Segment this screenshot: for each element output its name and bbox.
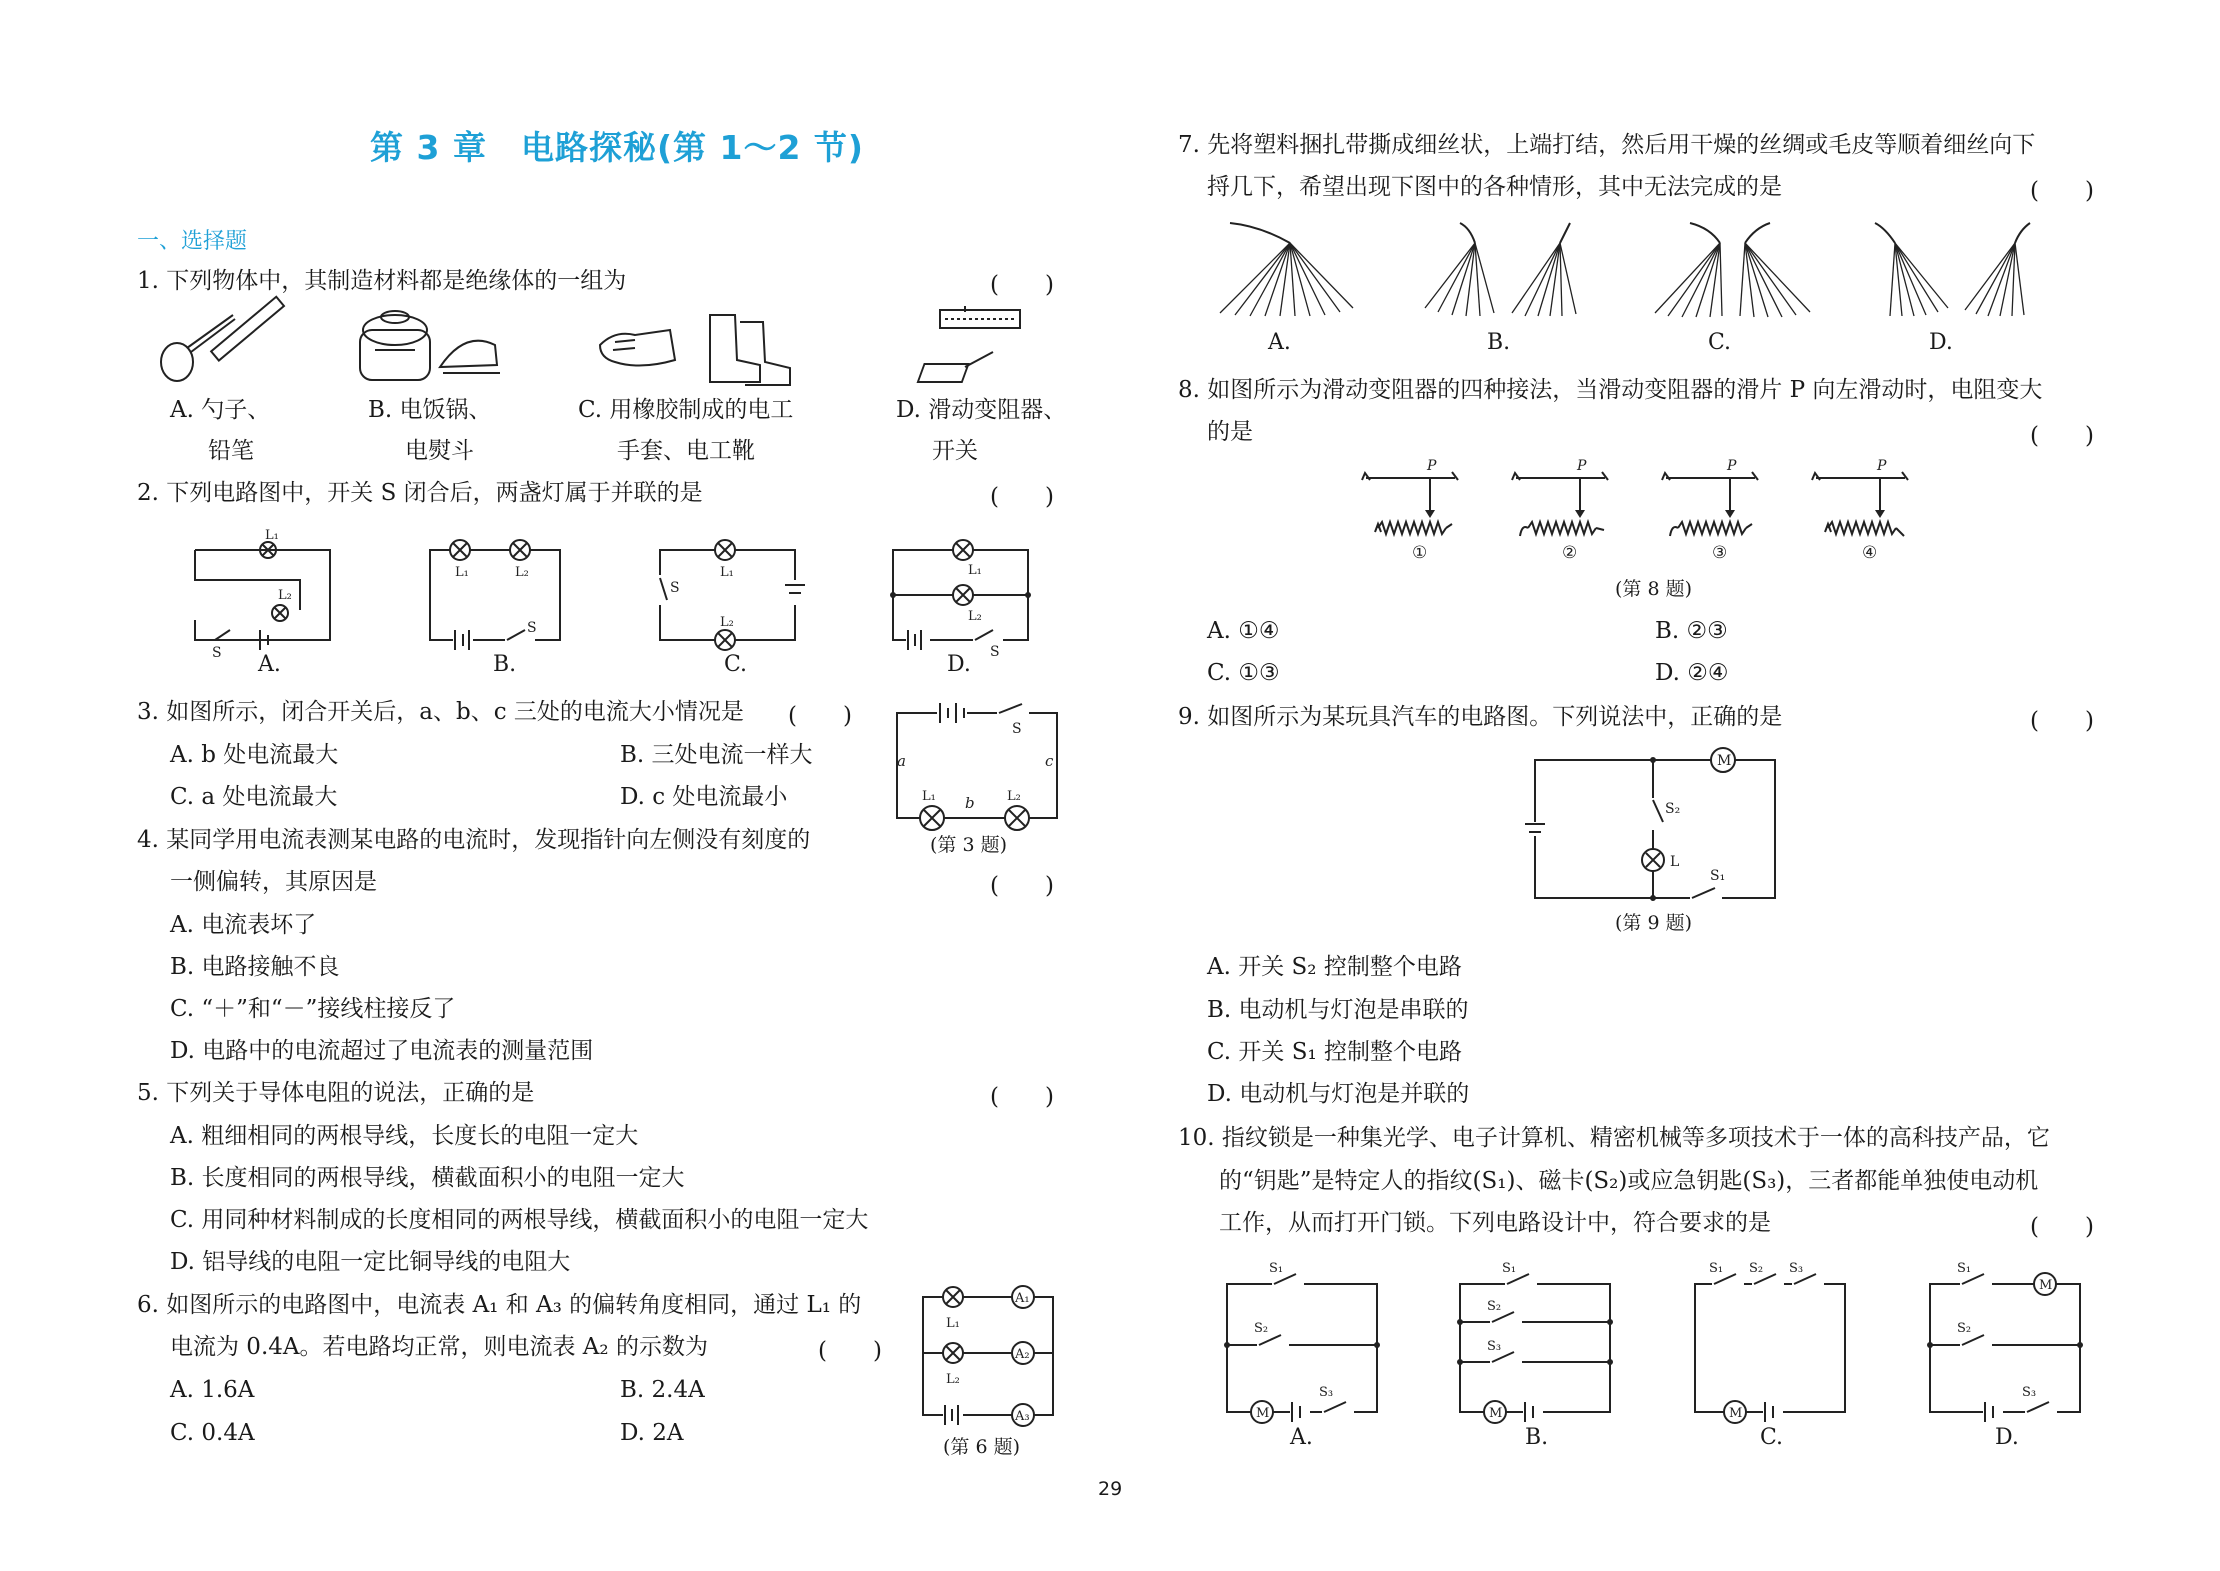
q10-stem-line3: 工作，从而打开门锁。下列电路设计中，符合要求的是 (1219, 1210, 1771, 1236)
q2a-s-label: S (212, 645, 222, 661)
q8-p-label-4: P (1877, 458, 1887, 474)
q6-l1-label: L₁ (946, 1316, 960, 1331)
q9-option-a: A. 开关 S₂ 控制整个电路 (1207, 954, 1462, 980)
q10b-s3-label: S₃ (1487, 1339, 1502, 1354)
q8-option-c: C. ①③ (1207, 660, 1280, 686)
q3-circuit (892, 708, 1062, 833)
q2c-l1-label: L₁ (720, 565, 734, 580)
q10c-s1-label: S₁ (1709, 1261, 1724, 1276)
q8-fig-label-3: ③ (1712, 543, 1728, 563)
q2d-l2-label: L₂ (968, 609, 982, 624)
q9-answer-blank[interactable]: ( ) (2030, 708, 2094, 734)
q10c-s3-label: S₃ (1789, 1261, 1804, 1276)
q2b-l1-label: L₁ (455, 565, 469, 580)
q3-stem: 3. 如图所示，闭合开关后，a、b、c 三处的电流大小情况是 (137, 699, 744, 725)
q3-c-label: c (1045, 752, 1054, 770)
q9-s1-label: S₁ (1710, 868, 1726, 884)
q10-stem-line1: 10. 指纹锁是一种集光学、电子计算机、精密机械等多项技术于一体的高科技产品，它 (1178, 1125, 2050, 1151)
q6-option-b: B. 2.4A (620, 1377, 705, 1403)
q8-fig-2 (1512, 458, 1608, 536)
q1-option-a-line2: 铅笔 (208, 438, 254, 464)
q2a-l2-label: L₂ (278, 588, 292, 603)
q7-stem-line2: 捋几下，希望出现下图中的各种情形，其中无法完成的是 (1207, 174, 1782, 200)
q10a-s1-label: S₁ (1269, 1261, 1284, 1276)
q3-option-b: B. 三处电流一样大 (620, 742, 813, 768)
q2c-l2-label: L₂ (720, 615, 734, 630)
q3-option-c: C. a 处电流最大 (170, 784, 338, 810)
q10c-motor-label: M (1729, 1406, 1743, 1421)
q9-stem: 9. 如图所示为某玩具汽车的电路图。下列说法中，正确的是 (1178, 704, 1783, 730)
q1-option-c-line2: 手套、电工靴 (617, 438, 755, 464)
q6-option-d: D. 2A (620, 1420, 684, 1446)
q7-strands-c (1650, 218, 1815, 318)
q3-caption: (第 3 题) (930, 834, 1007, 856)
q7-label-c: C. (1708, 330, 1732, 355)
q6-option-c: C. 0.4A (170, 1420, 255, 1446)
q10a-s2-label: S₂ (1254, 1321, 1269, 1336)
q3-a-label: a (897, 752, 906, 770)
q4-stem-line2: 一侧偏转，其原因是 (170, 869, 377, 895)
q10b-s2-label: S₂ (1487, 1299, 1502, 1314)
q2-label-b: B. (493, 652, 517, 677)
q6-l2-label: L₂ (946, 1372, 960, 1387)
q9-s2-label: S₂ (1665, 801, 1681, 817)
q6-caption: (第 6 题) (943, 1436, 1020, 1458)
q8-stem-line1: 8. 如图所示为滑动变阻器的四种接法，当滑动变阻器的滑片 P 向左滑动时，电阻变大 (1178, 377, 2043, 403)
q8-option-a: A. ①④ (1207, 618, 1280, 644)
q1-stem: 1. 下列物体中，其制造材料都是绝缘体的一组为 (137, 268, 627, 294)
q6-a2-label: A₂ (1015, 1347, 1030, 1362)
section-heading: 一、选择题 (137, 229, 248, 254)
q1-answer-blank[interactable]: ( ) (990, 272, 1054, 298)
q3-s-label: S (1012, 721, 1022, 737)
q1-option-b-line2: 电熨斗 (405, 438, 474, 464)
q10-stem-line2: 的“钥匙”是特定人的指纹(S₁)、磁卡(S₂)或应急钥匙(S₃)，三者都能单独使电动机 (1219, 1168, 2039, 1194)
q10-circuit-c (1690, 1262, 1855, 1422)
q4-option-c: C. “＋”和“－”接线柱接反了 (170, 996, 456, 1022)
q3-b-label: b (965, 794, 975, 812)
q10-circuit-b (1455, 1262, 1620, 1422)
q10a-s3-label: S₃ (1319, 1385, 1334, 1400)
q4-option-a: A. 电流表坏了 (170, 912, 317, 938)
rice-cooker-iron-image (355, 305, 505, 390)
spoon-pencil-image (155, 310, 285, 390)
q10c-s2-label: S₂ (1749, 1261, 1764, 1276)
q10-circuit-d (1925, 1262, 2090, 1422)
q6-answer-blank[interactable]: ( ) (818, 1338, 882, 1364)
q8-stem-line2: 的是 (1207, 419, 1253, 445)
q2-circuit-d (888, 530, 1033, 660)
rubber-glove-boots-image (595, 310, 795, 390)
q9-option-d: D. 电动机与灯泡是并联的 (1207, 1081, 1470, 1107)
q5-option-b: B. 长度相同的两根导线，横截面积小的电阻一定大 (170, 1165, 685, 1191)
q3-l1-label: L₁ (922, 789, 936, 804)
q1-option-d-line1: D. 滑动变阻器、 (896, 397, 1067, 423)
q6-circuit (918, 1285, 1063, 1425)
q7-strands-b (1420, 218, 1595, 318)
q7-label-d: D. (1929, 330, 1953, 355)
q7-stem-line1: 7. 先将塑料捆扎带撕成细丝状，上端打结，然后用干燥的丝绸或毛皮等顺着细丝向下 (1178, 132, 2036, 158)
q10-circuit-a (1222, 1262, 1387, 1422)
q10d-motor-label: M (2039, 1278, 2053, 1293)
q3-option-d: D. c 处电流最小 (620, 784, 788, 810)
q1-option-b-line1: B. 电饭锅、 (368, 397, 492, 423)
q10b-s1-label: S₁ (1502, 1261, 1517, 1276)
q2c-s-label: S (670, 580, 680, 596)
q9-circuit (1525, 748, 1790, 903)
q9-option-b: B. 电动机与灯泡是串联的 (1207, 997, 1469, 1023)
q10-label-b: B. (1525, 1425, 1549, 1450)
q9-option-c: C. 开关 S₁ 控制整个电路 (1207, 1039, 1462, 1065)
q8-fig-label-2: ② (1562, 543, 1578, 563)
q5-option-a: A. 粗细相同的两根导线，长度长的电阻一定大 (170, 1123, 639, 1149)
q6-stem-line1: 6. 如图所示的电路图中，电流表 A₁ 和 A₃ 的偏转角度相同，通过 L₁ 的 (137, 1292, 862, 1318)
q1-option-a-line1: A. 勺子、 (170, 397, 271, 423)
q2a-l1-label: L₁ (265, 528, 279, 543)
q10d-s1-label: S₁ (1957, 1261, 1972, 1276)
rheostat-switch-image (935, 302, 1025, 390)
q2b-s-label: S (527, 620, 537, 636)
q3-l2-label: L₂ (1007, 789, 1021, 804)
q3-option-a: A. b 处电流最大 (170, 742, 339, 768)
q9-lamp-label: L (1670, 854, 1680, 870)
q5-option-d: D. 铝导线的电阻一定比铜导线的电阻大 (170, 1249, 571, 1275)
q2b-l2-label: L₂ (515, 565, 529, 580)
q8-option-b: B. ②③ (1655, 618, 1728, 644)
q10d-s3-label: S₃ (2022, 1385, 2037, 1400)
q6-a3-label: A₃ (1015, 1409, 1030, 1424)
q2-circuit-c (655, 530, 805, 645)
q4-option-b: B. 电路接触不良 (170, 954, 340, 980)
q2-label-a: A. (258, 652, 281, 677)
q4-stem-line1: 4. 某同学用电流表测某电路的电流时，发现指针向左侧没有刻度的 (137, 827, 811, 853)
q10-label-c: C. (1760, 1425, 1784, 1450)
q10-label-d: D. (1995, 1425, 2019, 1450)
q6-option-a: A. 1.6A (170, 1377, 255, 1403)
q8-caption: (第 8 题) (1615, 578, 1692, 600)
q7-label-a: A. (1268, 330, 1291, 355)
q8-rheostat-figures (1360, 458, 1960, 568)
chapter-title: 第 3 章 电路探秘(第 1～2 节) (370, 128, 865, 167)
q8-fig-4 (1812, 458, 1908, 536)
q6-a1-label: A₁ (1015, 1291, 1030, 1306)
q7-answer-blank[interactable]: ( ) (2030, 178, 2094, 204)
q7-strands-a (1215, 218, 1355, 318)
q8-p-label-1: P (1427, 458, 1437, 474)
q10-answer-blank[interactable]: ( ) (2030, 1214, 2094, 1240)
q2d-l1-label: L₁ (968, 563, 982, 578)
q5-option-c: C. 用同种材料制成的长度相同的两根导线，横截面积小的电阻一定大 (170, 1207, 869, 1233)
q2-answer-blank[interactable]: ( ) (990, 484, 1054, 510)
q2-label-d: D. (947, 652, 971, 677)
q6-stem-line2: 电流为 0.4A。若电路均正常，则电流表 A₂ 的示数为 (170, 1334, 708, 1360)
q8-p-label-2: P (1577, 458, 1587, 474)
q2d-s-label: S (990, 644, 1000, 660)
q8-fig-1 (1362, 458, 1458, 534)
q3-answer-blank[interactable]: ( ) (788, 703, 852, 729)
q8-answer-blank[interactable]: ( ) (2030, 423, 2094, 449)
q8-fig-label-1: ① (1412, 543, 1428, 563)
q9-caption: (第 9 题) (1615, 912, 1692, 934)
q8-option-d: D. ②④ (1655, 660, 1729, 686)
q5-answer-blank[interactable]: ( ) (990, 1084, 1054, 1110)
q8-p-label-3: P (1727, 458, 1737, 474)
q2-circuit-b (425, 530, 565, 645)
q10b-motor-label: M (1489, 1406, 1503, 1421)
q8-fig-3 (1662, 458, 1758, 536)
q8-fig-label-4: ④ (1862, 543, 1878, 563)
q10-label-a: A. (1290, 1425, 1313, 1450)
q1-option-d-line2: 开关 (932, 438, 978, 464)
q10a-motor-label: M (1256, 1406, 1270, 1421)
q5-stem: 5. 下列关于导体电阻的说法，正确的是 (137, 1080, 535, 1106)
page-number: 29 (1098, 1478, 1123, 1500)
q10d-s2-label: S₂ (1957, 1321, 1972, 1336)
q9-motor-label: M (1717, 753, 1732, 769)
q7-label-b: B. (1487, 330, 1511, 355)
q2-label-c: C. (724, 652, 748, 677)
q2-circuit-a (190, 525, 340, 661)
q7-strands-d (1870, 218, 2035, 318)
q4-answer-blank[interactable]: ( ) (990, 873, 1054, 899)
q1-option-c-line1: C. 用橡胶制成的电工 (578, 397, 794, 423)
q4-option-d: D. 电路中的电流超过了电流表的测量范围 (170, 1038, 594, 1064)
q2-stem: 2. 下列电路图中，开关 S 闭合后，两盏灯属于并联的是 (137, 480, 703, 506)
